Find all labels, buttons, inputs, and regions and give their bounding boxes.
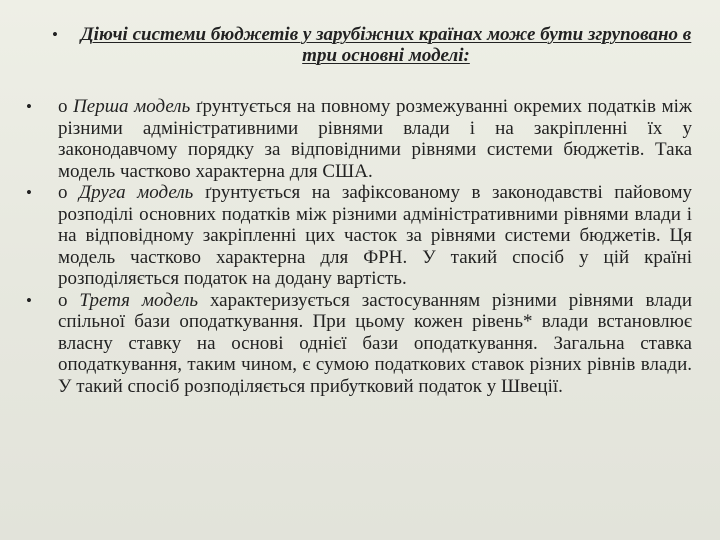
model-description: характеризується застосуванням різними рівнями влади спільної бази оподаткування. При цьому кожен рівень* влади встановлює власну ставку на основі однієї бази оподаткування. Загальна ставка оподаткування, таким чином, є сумою податкових ставок різних рівнів влади. У такий спосіб розподіляється прибутковий податок у Швеції. (58, 289, 692, 397)
bullet-dot: • (26, 290, 32, 310)
bullet-list (26, 96, 692, 397)
sub-bullet-marker: o (58, 96, 68, 117)
model-name: Перша модель (73, 96, 191, 117)
list-item-second-model (26, 182, 692, 290)
slide-title (52, 24, 692, 66)
model-name: Друга модель (79, 182, 194, 203)
model-description: ґрунтується на зафіксованому в законодавстві пайовому розподілі основних податків між різними адміністративними рівнями влади і на відповідному закріпленні цих часток за рівнями системи бюджетів. Ця модель частково характерна для ФРН. У такий спосіб у цій країні розподіляється податок на додану вартість. (58, 182, 693, 289)
list-item-third-model (26, 290, 692, 398)
list-item-first-model (26, 96, 692, 182)
model-name: Третя модель (79, 289, 199, 311)
sub-bullet-marker: o (58, 182, 68, 203)
bullet-dot: • (26, 183, 32, 202)
title-text: Діючі системи бюджетів у зарубіжних країнах може бути згруповано в три основні моделі: (80, 24, 692, 66)
model-description: ґрунтується на повному розмежуванні окремих податків між різними адміністративними рівнями влади і на закріпленні їх у законодавчому порядку за відповідними рівнями системи бюджетів. Така модель частково характерна для США. (58, 96, 693, 182)
bullet-dot: • (26, 97, 32, 116)
sub-bullet-marker: o (58, 289, 68, 311)
title-bullet: • (52, 25, 58, 44)
